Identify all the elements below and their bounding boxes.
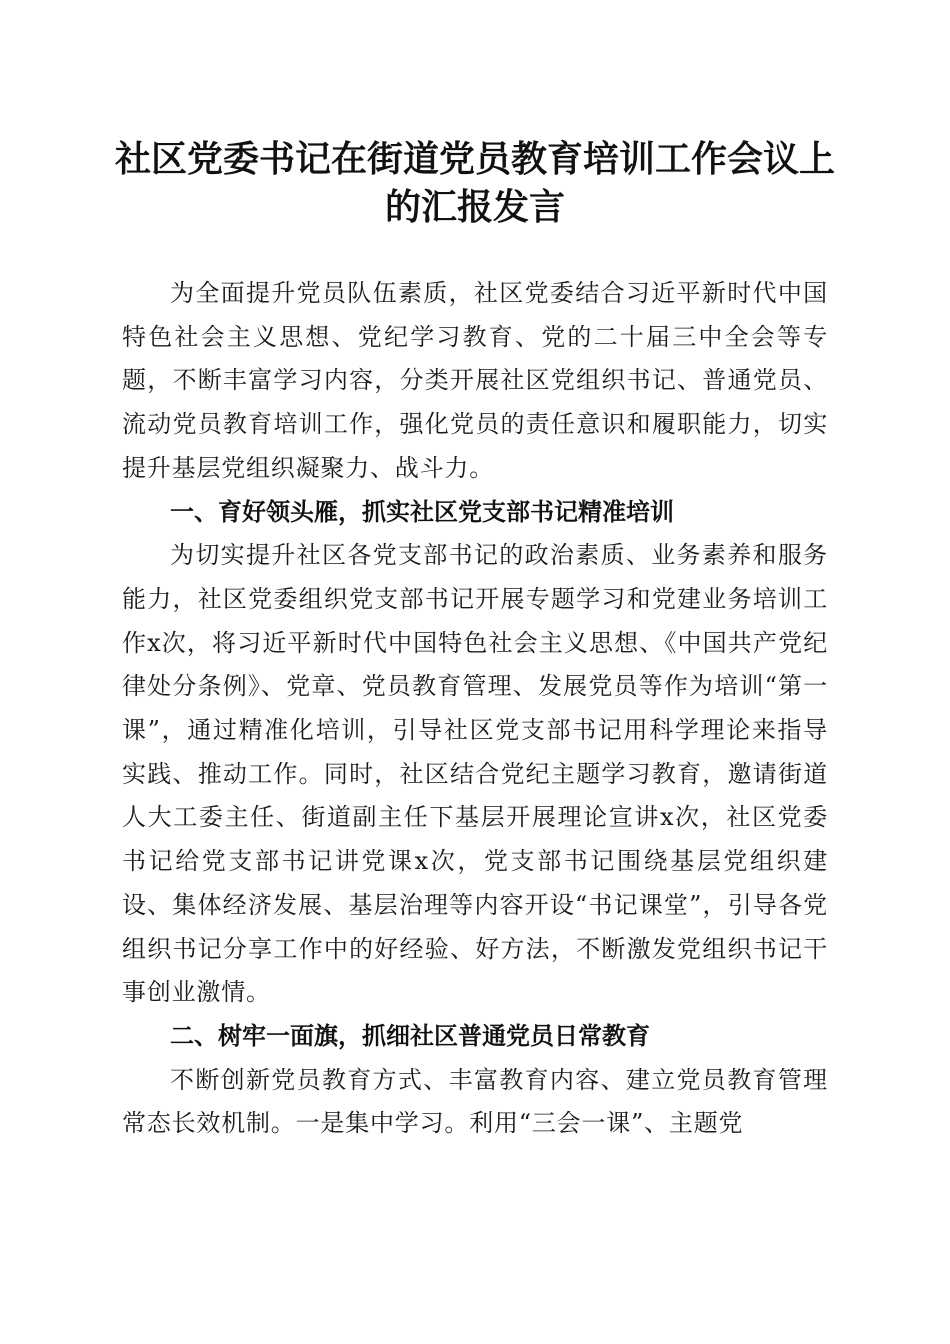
intro-paragraph: 为全面提升党员队伍素质，社区党委结合习近平新时代中国特色社会主义思想、党纪学习教育、党的二十届三中全会等专题，不断丰富学习内容，分类开展社区党组织书记、普通党员、流动党员教育培训工作，强化党员的责任意识和履职能力，切实提升基层党组织凝聚力、战斗力。 [122, 279, 828, 482]
title-line-2: 的汇报发言 [384, 186, 565, 228]
section-2-paragraph: 不断创新党员教育方式、丰富教育内容、建立党员教育管理常态长效机制。一是集中学习。利用“三会一课”、主题党 [122, 1065, 828, 1138]
section-1-heading: 一、育好领头雁，抓实社区党支部书记精准培训 [170, 497, 674, 526]
document-title [100, 135, 850, 231]
title-line-1: 社区党委书记在街道党员教育培训工作会议上 [114, 138, 835, 180]
document-body [122, 272, 828, 1146]
section-2-heading: 二、树牢一面旗，抓细社区普通党员日常教育 [170, 1021, 650, 1050]
section-1-paragraph: 为切实提升社区各党支部书记的政治素质、业务素养和服务能力，社区党委组织党支部书记开展专题学习和党建业务培训工作x次，将习近平新时代中国特色社会主义思想、《中国共产党纪律处分条例》、党章、党员教育管理、发展党员等作为培训“第一课”，通过精准化培训，引导社区党支部书记用科学理论来指导实践、推动工作。同时，社区结合党纪主题学习教育，邀请街道人大工委主任、街道副主任下基层开展理论宣讲x次，社区党委书记给党支部书记讲党课x次，党支部书记围绕基层党组织建设、集体经济发展、基层治理等内容开设“书记课堂”，引导各党组织书记分享工作中的好经验、好方法，不断激发党组织书记干事创业激情。 [122, 541, 828, 1007]
